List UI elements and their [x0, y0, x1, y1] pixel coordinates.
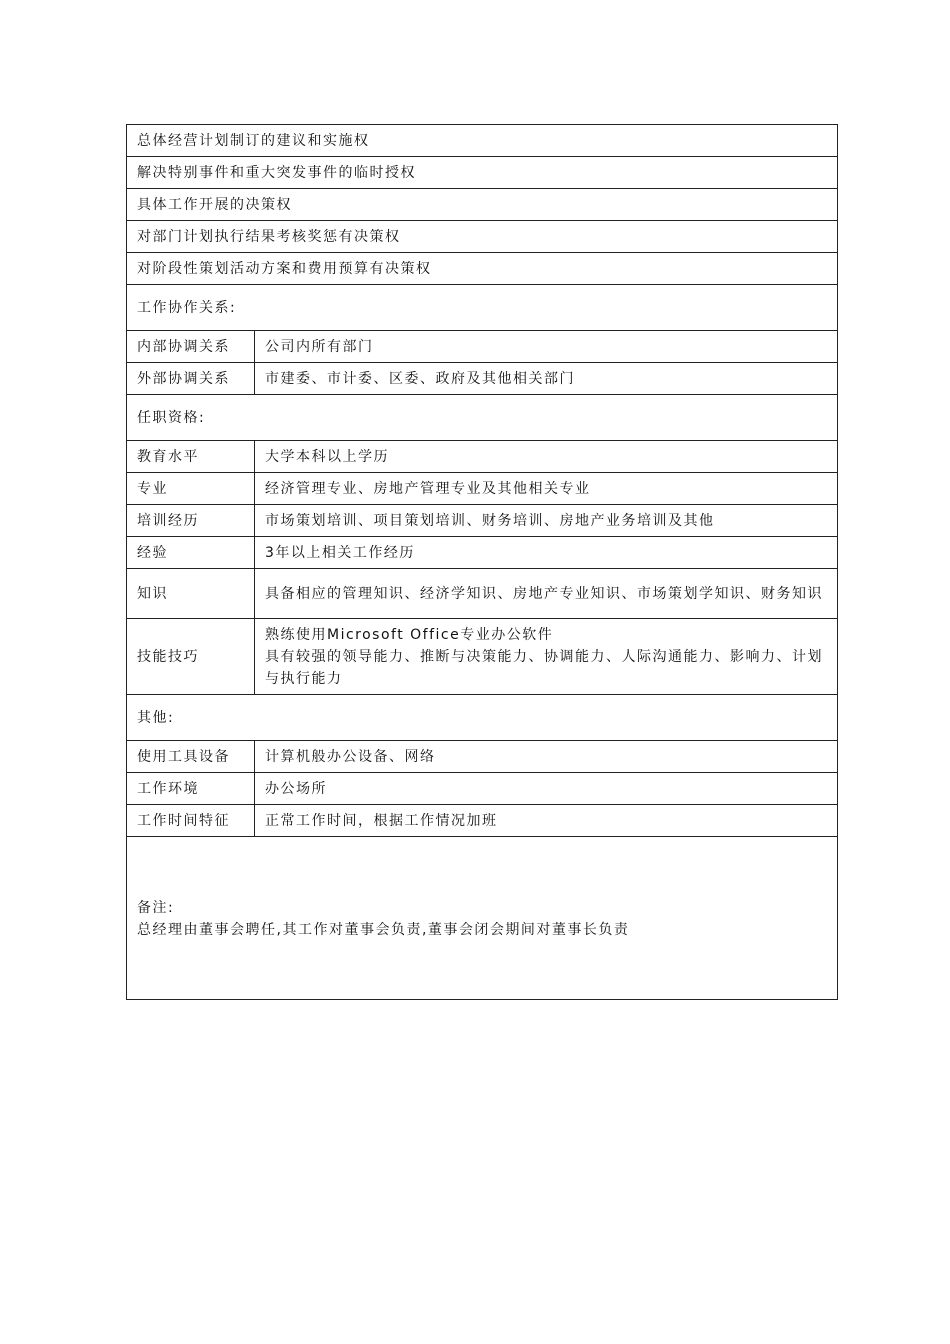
collaboration-heading: 工作协作关系: — [127, 285, 838, 331]
row-label: 工作环境 — [127, 773, 255, 805]
row-value: 具备相应的管理知识、经济学知识、房地产专业知识、市场策划学知识、财务知识 — [255, 569, 838, 619]
table-row — [127, 441, 838, 473]
skills-line: 熟练使用Microsoft Office专业办公软件 — [265, 627, 554, 643]
section-heading-row — [127, 395, 838, 441]
notes-row — [127, 837, 838, 1000]
authority-item: 解决特别事件和重大突发事件的临时授权 — [127, 157, 838, 189]
authority-row — [127, 125, 838, 157]
row-value: 办公场所 — [255, 773, 838, 805]
table-row — [127, 569, 838, 619]
authority-row — [127, 221, 838, 253]
authority-row — [127, 157, 838, 189]
table-row — [127, 805, 838, 837]
table-row — [127, 619, 838, 695]
table-row — [127, 363, 838, 395]
authority-item: 总体经营计划制订的建议和实施权 — [127, 125, 838, 157]
table-row — [127, 773, 838, 805]
table-row — [127, 473, 838, 505]
authority-item: 具体工作开展的决策权 — [127, 189, 838, 221]
row-value: 市建委、市计委、区委、政府及其他相关部门 — [255, 363, 838, 395]
table-row — [127, 331, 838, 363]
row-label: 教育水平 — [127, 441, 255, 473]
job-description-table — [126, 124, 838, 1000]
authority-row — [127, 189, 838, 221]
row-label: 外部协调关系 — [127, 363, 255, 395]
row-label: 专业 — [127, 473, 255, 505]
row-value: 正常工作时间，根据工作情况加班 — [255, 805, 838, 837]
section-heading-row — [127, 695, 838, 741]
row-value: 经济管理专业、房地产管理专业及其他相关专业 — [255, 473, 838, 505]
row-label: 工作时间特征 — [127, 805, 255, 837]
row-label: 使用工具设备 — [127, 741, 255, 773]
row-label: 知识 — [127, 569, 255, 619]
skills-line: 具有较强的领导能力、推断与决策能力、协调能力、人际沟通能力、影响力、计划与执行能力 — [265, 649, 823, 687]
notes-label: 备注: — [137, 899, 175, 916]
row-value: 公司内所有部门 — [255, 331, 838, 363]
authority-item: 对部门计划执行结果考核奖惩有决策权 — [127, 221, 838, 253]
row-label: 技能技巧 — [127, 619, 255, 695]
row-value: 3年以上相关工作经历 — [255, 537, 838, 569]
row-value: 计算机般办公设备、网络 — [255, 741, 838, 773]
row-value: 市场策划培训、项目策划培训、财务培训、房地产业务培训及其他 — [255, 505, 838, 537]
row-label: 内部协调关系 — [127, 331, 255, 363]
authority-row — [127, 253, 838, 285]
notes-cell — [127, 837, 838, 1000]
other-heading: 其他: — [127, 695, 838, 741]
table-row — [127, 537, 838, 569]
section-heading-row — [127, 285, 838, 331]
row-value: 大学本科以上学历 — [255, 441, 838, 473]
table-row — [127, 505, 838, 537]
authority-item: 对阶段性策划活动方案和费用预算有决策权 — [127, 253, 838, 285]
row-label: 经验 — [127, 537, 255, 569]
notes-text: 总经理由董事会聘任,其工作对董事会负责,董事会闭会期间对董事长负责 — [137, 921, 630, 938]
row-value — [255, 619, 838, 695]
qualifications-heading: 任职资格: — [127, 395, 838, 441]
table-row — [127, 741, 838, 773]
row-label: 培训经历 — [127, 505, 255, 537]
